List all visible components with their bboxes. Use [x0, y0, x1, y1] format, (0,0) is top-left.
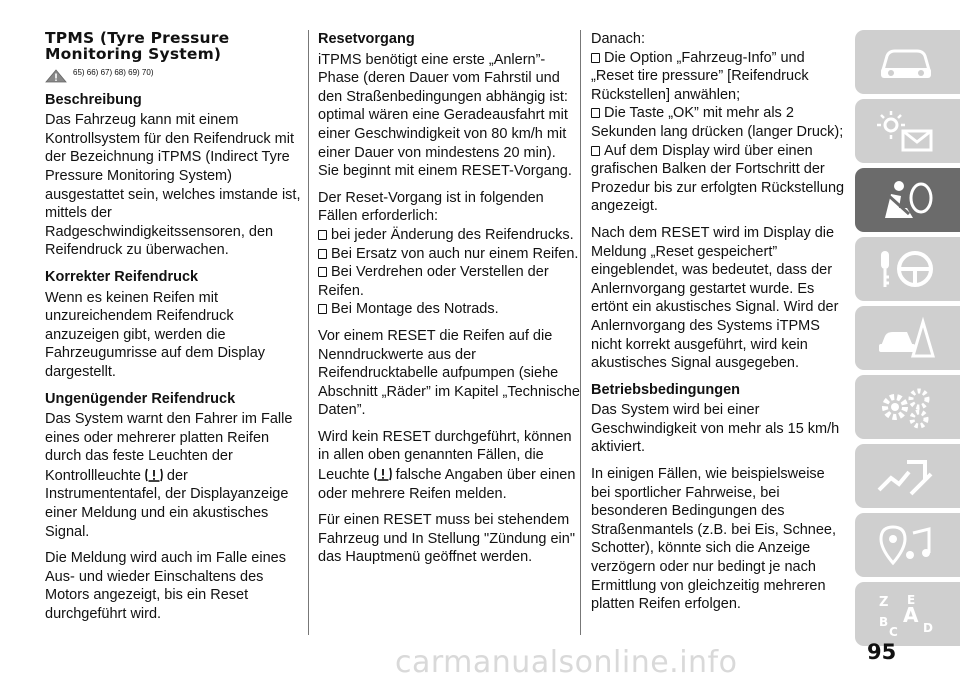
bullet-text: bei jeder Änderung des Reifendrucks.: [331, 226, 574, 243]
paragraph-reset-start: Für einen RESET muss bei stehendem Fahrzeug und In Stellung "Zündung ein" das Hauptmenü geöffnet werden.: [318, 512, 575, 566]
paragraph-betrieb-2: In einigen Fällen, wie beispielsweise bei sportlicher Fahrweise, bei besonderen Bedingungen des Straßenmantels (z.B. bei Eis, Schnee, Schotter), könnte sich die Anzeige verzögern oder nur bedingt je nach Ermittlung von gleichzeitig mehreren platten Reifen erfolgen.: [591, 466, 836, 613]
multimedia-icon: [877, 523, 935, 567]
paragraph-betrieb-1: Das System wird bei einer Geschwindigkeit von mehr als 15 km/h aktiviert.: [591, 402, 840, 456]
paragraph-low-part-b: der Instrumententafel, der Displayanzeige einer Meldung und ein akustisches Signal.: [45, 467, 289, 540]
seat-safety-icon: [877, 178, 935, 222]
bullet-text: Bei Verdrehen oder Verstellen der Reifen.: [318, 264, 549, 299]
bullet-text: Auf dem Display wird über einen grafischen Balken der Fortschritt der Prozedur bis zur erfolgten Rückstellung angezeigt.: [591, 142, 845, 215]
paragraph-reset-erforderlich: Der Reset-Vorgang ist in folgenden Fällen erforderlich:: [318, 189, 544, 225]
column-divider-2: [580, 30, 581, 635]
bullet-text: Die Option „Fahrzeug-Info” und „Reset tire pressure” [Reifendruck Rückstellen] anwählen;: [591, 49, 809, 103]
bullet-box-icon: [318, 249, 327, 259]
tab-safety[interactable]: [855, 168, 960, 232]
heading-resetvorgang: Resetvorgang: [318, 31, 415, 47]
column-divider-1: [308, 30, 309, 635]
column-2: [318, 30, 580, 575]
svg-text:B: B: [879, 615, 889, 629]
car-icon: [877, 40, 935, 84]
technical-data-icon: [877, 454, 935, 498]
paragraph-nach-reset: Nach dem RESET wird im Display die Meldung „Reset gespeichert” eingeblendet, was bedeutet, dass der Anlernvorgang gestartet wurde. Es ertönt ein akustisches Signal. Wird der Anlernvorgang des Systems iTPMS nicht korrekt ausgeführt, wird kein akustisches Signal ausgegeben.: [591, 224, 839, 372]
warning-references: [45, 64, 307, 83]
tab-technical-data[interactable]: [855, 444, 960, 508]
svg-text:A: A: [903, 603, 919, 627]
index-icon: [877, 592, 935, 636]
paragraph-low-part-a: Das System warnt den Fahrer im Falle eines oder mehrerer platten Reifen durch das feste Leuchten der Kontrollleuchte: [45, 411, 293, 484]
bullet-box-icon: [591, 53, 600, 63]
bullet-text: Die Taste „OK” mit mehr als 2 Sekunden lang drücken (langer Druck);: [591, 105, 844, 140]
bullet-item: [318, 226, 580, 245]
heading-betriebsbedingungen: Betriebsbedingungen: [591, 381, 741, 398]
bullet-item: [318, 263, 580, 300]
bullet-item: [591, 49, 846, 105]
bullet-box-icon: [318, 267, 327, 277]
maintenance-icon: [877, 385, 935, 429]
warning-triangle-icon: [45, 69, 67, 83]
column-3: [591, 30, 846, 622]
tab-start-driving[interactable]: [855, 237, 960, 301]
paragraph-kein-reset: [318, 428, 580, 503]
heading-ungenuegender-reifendruck: Ungenügender Reifendruck: [45, 390, 236, 407]
warning-refs-text: 65) 66) 67) 68) 69) 70): [73, 68, 154, 77]
bullet-box-icon: [318, 230, 327, 240]
heading-beschreibung: Beschreibung: [45, 91, 142, 108]
tpms-warning-light-icon: [373, 465, 393, 483]
bullet-text: Bei Montage des Notrads.: [331, 301, 499, 318]
paragraph-resetvorgang: iTPMS benötigt eine erste „Anlern”-Phase (deren Dauer vom Fahrstil und den Straßenbedingungen abhängig ist: optimal wären eine Geradeausfahrt mit einer Geschwindigkeit von 80 km/h mit einer Dauer von mindestens 20 min). Sie beginnt mit einem RESET-Vorgang.: [318, 51, 572, 180]
warning-lights-icon: [877, 109, 935, 153]
tab-multimedia[interactable]: [855, 513, 960, 577]
tab-emergency[interactable]: [855, 306, 960, 370]
tpms-warning-light-icon: [144, 466, 164, 484]
section-title: [45, 30, 307, 62]
tab-car[interactable]: [855, 30, 960, 94]
svg-text:C: C: [889, 625, 898, 636]
svg-text:E: E: [907, 593, 916, 607]
paragraph-wrong-part-a: Wird kein RESET durchgeführt, können in allen oben genannten Fällen, die Leuchte: [318, 428, 572, 484]
svg-text:D: D: [923, 621, 933, 635]
title-line-2: Monitoring System): [45, 45, 222, 63]
paragraph-wrong-part-b: falsche Angaben über einen oder mehrere Reifen melden.: [318, 467, 576, 502]
page-number: 95: [867, 640, 897, 664]
paragraph-korrekter-reifendruck: Wenn es keinen Reifen mit unzureichendem Reifendruck anzuzeigen gibt, werden die Fahrzeugumrisse auf dem Display dargestellt.: [45, 289, 266, 380]
key-steering-icon: [877, 247, 935, 291]
tab-maintenance[interactable]: [855, 375, 960, 439]
title-line-1: TPMS (Tyre Pressure: [45, 29, 230, 47]
paragraph-ungenuegender-reifendruck: [45, 410, 307, 541]
bullet-item: [591, 104, 846, 141]
bullet-box-icon: [591, 108, 600, 118]
bullet-item: [591, 142, 846, 216]
paragraph-meldung: Die Meldung wird auch im Falle eines Aus- und wieder Einschaltens des Motors angezeigt, bis ein Reset durchgeführt wird.: [45, 550, 286, 623]
bullet-item: [318, 300, 580, 319]
bullet-box-icon: [318, 304, 327, 314]
svg-text:Z: Z: [879, 595, 889, 610]
paragraph-beschreibung: Das Fahrzeug kann mit einem Kontrollsystem für den Reifendruck mit der Bezeichnung iTPMS (Indirect Tyre Pressure Monitoring System) ausgestattet sein, welches imstande ist, mittels der Radgeschwindigkeitssensoren, den Reifendruck zu überwachen.: [45, 112, 301, 259]
breakdown-icon: [877, 316, 935, 360]
bullet-box-icon: [591, 146, 600, 156]
column-1: [45, 30, 307, 632]
tab-index[interactable]: [855, 582, 960, 646]
bullet-text: Bei Ersatz von auch nur einem Reifen.: [331, 245, 579, 262]
heading-korrekter-reifendruck: Korrekter Reifendruck: [45, 268, 199, 285]
bullet-item: [318, 245, 580, 264]
watermark: carmanualsonline.info: [395, 645, 738, 680]
tab-warning-lights[interactable]: [855, 99, 960, 163]
paragraph-danach: Danach:: [591, 31, 646, 47]
paragraph-vor-reset: Vor einem RESET die Reifen auf die Nenndruckwerte aus der Reifendrucktabelle aufpumpen (siehe Abschnitt „Räder” im Kapitel „Technische Daten”.: [318, 327, 580, 419]
